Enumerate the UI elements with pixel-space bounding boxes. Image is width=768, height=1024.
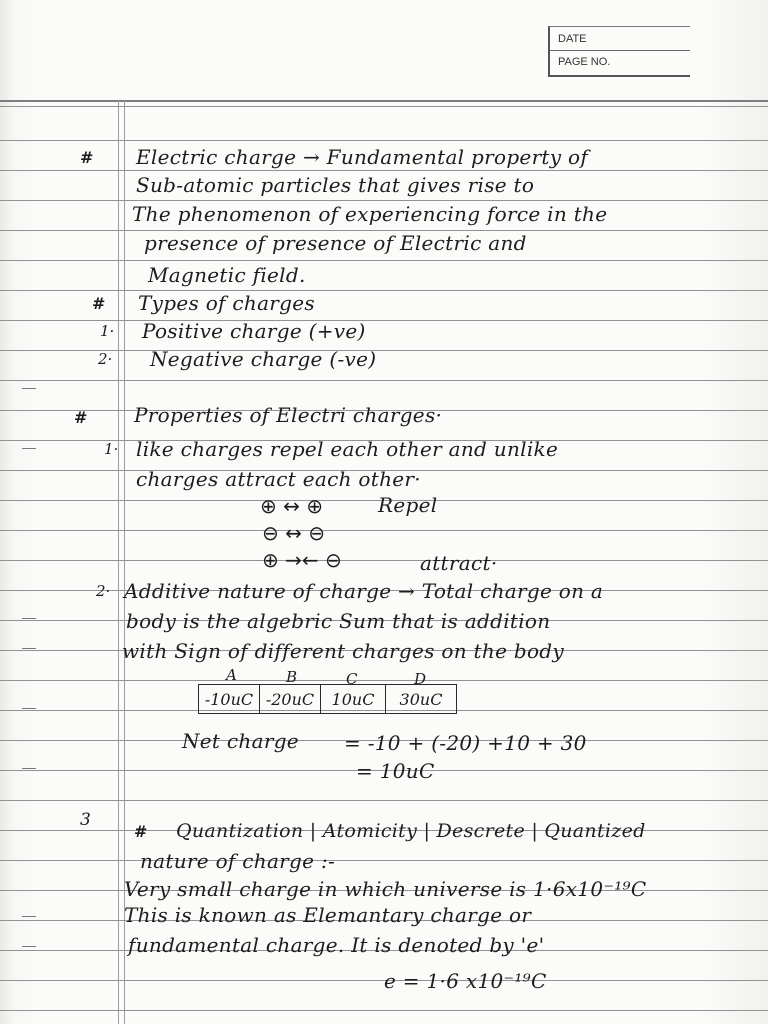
property1-line-1: like charges repel each other and unlike (136, 437, 559, 461)
section1-line-5: Magnetic field. (148, 263, 306, 287)
ruled-line (0, 800, 768, 801)
page-no-label: PAGE NO. (558, 56, 611, 68)
ruled-line (0, 140, 768, 141)
edge-tick (22, 648, 36, 649)
edge-tick (22, 768, 36, 769)
ruled-line (0, 100, 768, 102)
edge-tick (22, 916, 36, 917)
section1-line-3: The phenomenon of experiencing force in the (132, 202, 608, 226)
section1-line-2: Sub-atomic particles that gives rise to (136, 173, 535, 197)
ruled-line (0, 530, 768, 531)
date-label: DATE (558, 33, 587, 45)
margin-line (118, 100, 119, 1024)
ruled-line (0, 320, 768, 321)
negative-charge-item: Negative charge (-ve) (150, 347, 377, 371)
quantization-line-1: nature of charge :- (140, 849, 336, 873)
net-charge-result: = 10uC (356, 759, 435, 783)
property2-line-3: with Sign of different charges on the body (122, 639, 565, 663)
edge-tick (22, 618, 36, 619)
item-number: 1· (100, 322, 115, 340)
properties-title: Properties of Electri charges· (134, 403, 443, 427)
hash-marker: # (80, 148, 94, 167)
types-title: Types of charges (138, 291, 315, 315)
ruled-line (0, 380, 768, 381)
hash-marker: # (134, 822, 148, 841)
property2-line-1: Additive nature of charge → Total charge on a (124, 579, 604, 603)
net-charge-expression: = -10 + (-20) +10 + 30 (344, 731, 587, 755)
column-letter-c: C (346, 670, 358, 688)
quantization-line-4: fundamental charge. It is denoted by 'e' (128, 933, 545, 957)
ruled-line (0, 106, 768, 107)
ruled-line (0, 350, 768, 351)
ruled-line (0, 860, 768, 861)
net-charge-label: Net charge (182, 729, 299, 753)
column-letter-a: A (226, 666, 237, 684)
table-cell: 30uC (386, 685, 457, 714)
ruled-line (0, 170, 768, 171)
repel-word: Repel (378, 493, 438, 517)
edge-tick (22, 708, 36, 709)
ruled-line (0, 290, 768, 291)
ruled-line (0, 260, 768, 261)
table-cell: -10uC (199, 685, 260, 714)
property1-line-2: charges attract each other· (136, 467, 421, 491)
item-number: 2· (98, 350, 113, 368)
edge-tick (22, 946, 36, 947)
box-divider (550, 50, 690, 51)
item-number: 3 (80, 810, 91, 830)
table-cell: 10uC (321, 685, 386, 714)
elementary-charge-formula: e = 1·6 x10⁻¹⁹C (384, 969, 547, 993)
table-row (199, 685, 457, 714)
charges-table (198, 684, 457, 714)
table-cell: -20uC (260, 685, 321, 714)
attract-symbols: ⊕ →← ⊖ (262, 548, 342, 572)
repel-negative-symbols: ⊖ ↔ ⊖ (262, 521, 325, 545)
attract-word: attract· (420, 551, 498, 575)
repel-positive-symbols: ⊕ ↔ ⊕ (260, 494, 323, 518)
item-number: 1· (104, 440, 119, 458)
positive-charge-item: Positive charge (+ve) (142, 319, 366, 343)
item-number: 2· (96, 582, 111, 600)
quantization-title: Quantization | Atomicity | Descrete | Quantized (176, 820, 646, 842)
property2-line-2: body is the algebric Sum that is addition (126, 609, 551, 633)
column-letter-d: D (414, 670, 427, 688)
ruled-line (0, 1010, 768, 1011)
hash-marker: # (92, 294, 106, 313)
hash-marker: # (74, 408, 88, 427)
ruled-line (0, 560, 768, 561)
section1-line-4: presence of presence of Electric and (144, 231, 527, 255)
edge-tick (22, 448, 36, 449)
column-letter-b: B (286, 668, 298, 686)
edge-tick (22, 388, 36, 389)
quantization-line-3: This is known as Elemantary charge or (124, 903, 532, 927)
date-page-box (548, 26, 690, 77)
section1-line-1: Electric charge → Fundamental property of (136, 145, 589, 169)
quantization-line-2: Very small charge in which universe is 1·6x10⁻¹⁹C (124, 877, 647, 901)
ruled-line (0, 680, 768, 681)
